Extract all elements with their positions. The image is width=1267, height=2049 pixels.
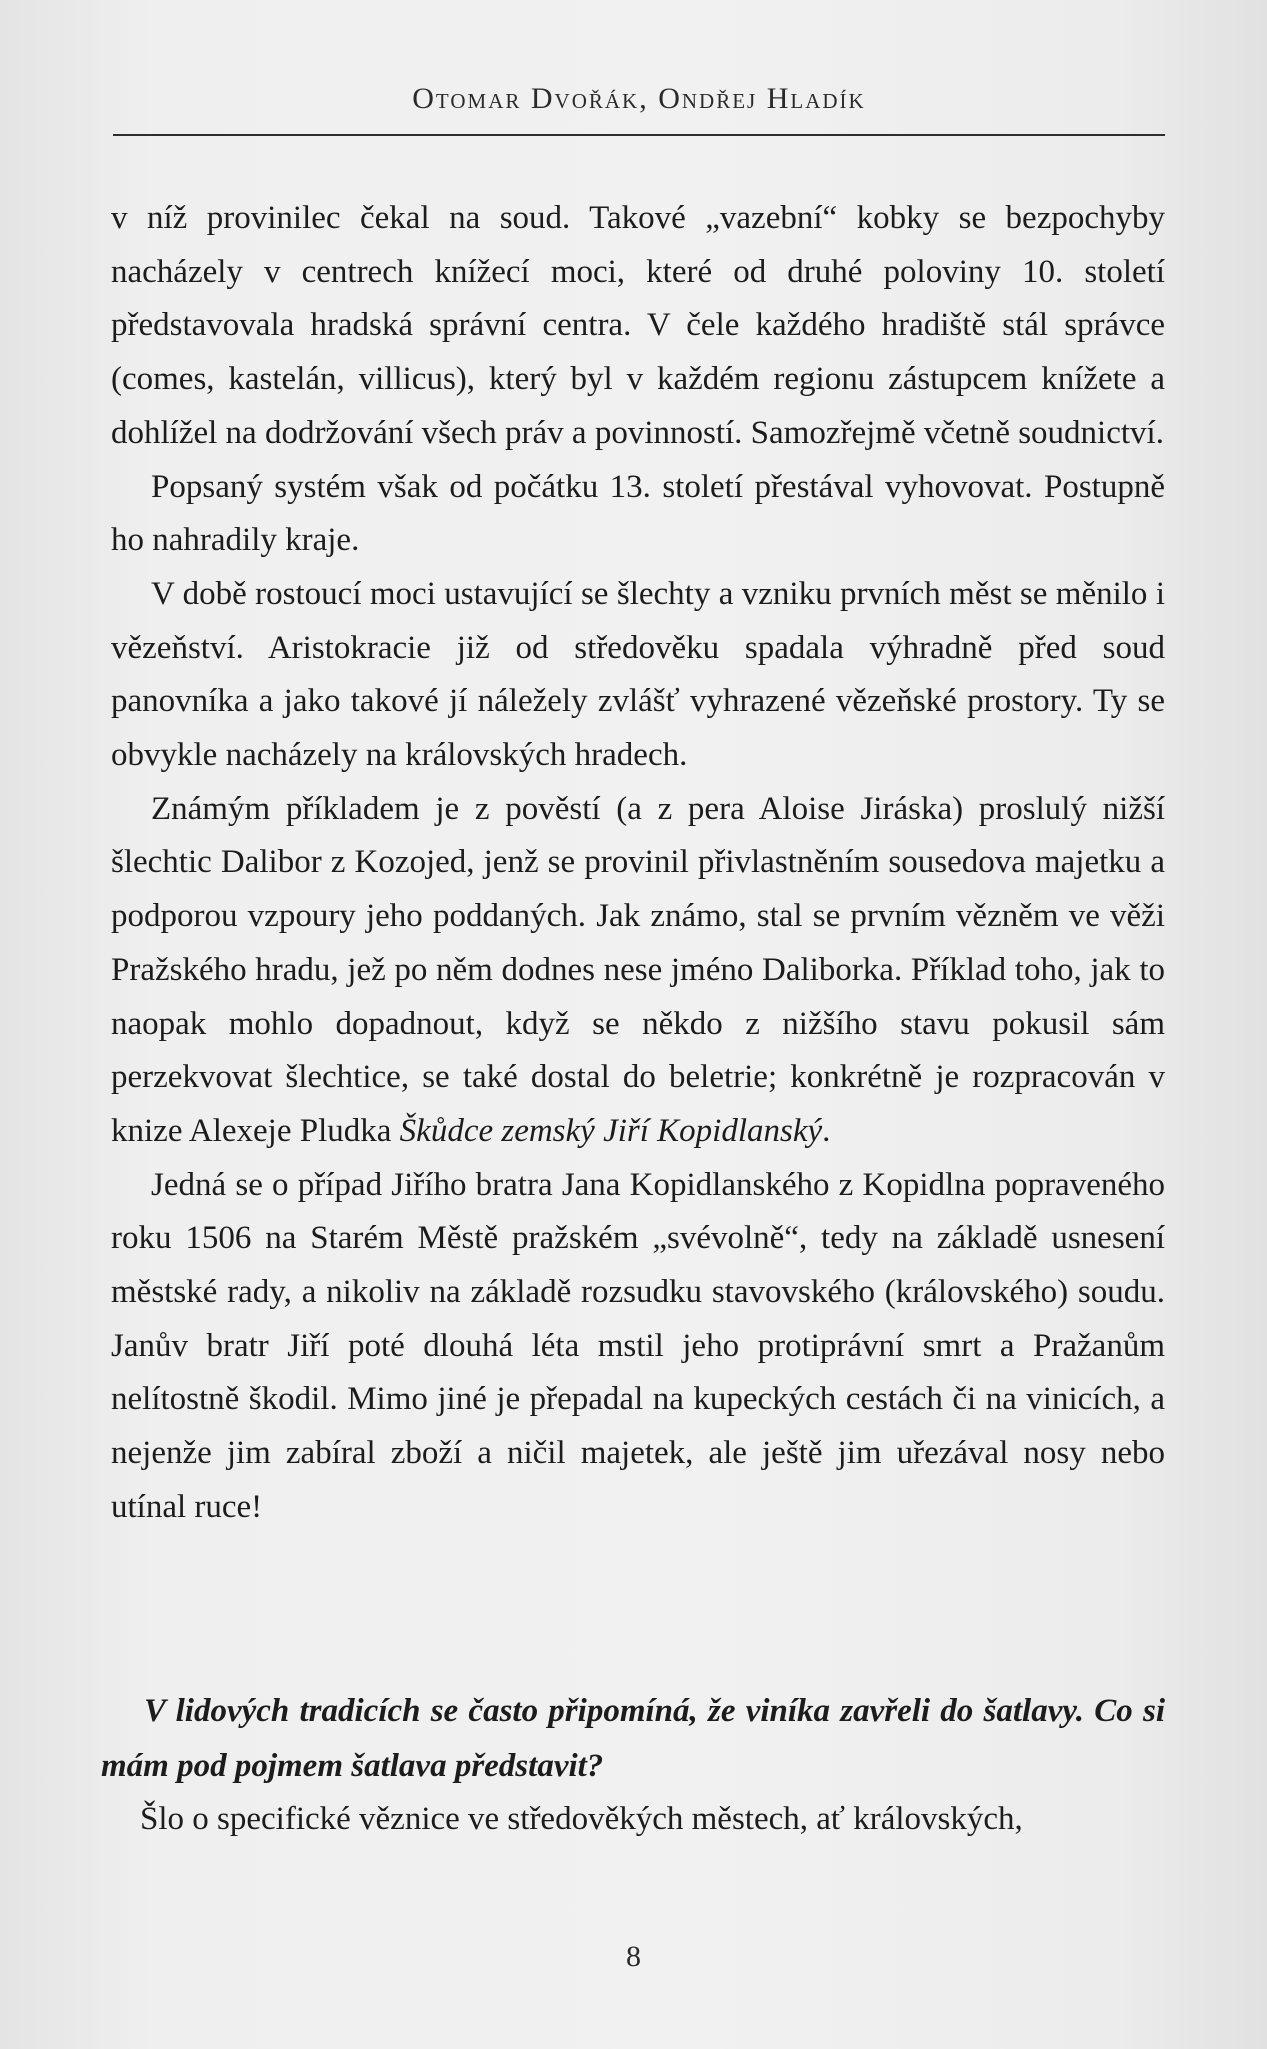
paragraph-4-end: . — [822, 1112, 831, 1149]
book-title: Škůdce zemský Jiří Kopidlanský — [399, 1112, 823, 1149]
paragraph-5: Jedná se o případ Jiřího bratra Jana Kopidlanského z Kopidlna popraveného roku 1506 na Starém Městě pražském „svévolně“, tedy na základě usnesení městské rady, a nikoliv na základě rozsudku stavovského (královského) soudu. Janův bratr Jiří poté dlouhá léta mstil jeho protiprávní smrt a Pražanům nelítostně škodil. Mimo jiné je přepadal na kupeckých cestách či na vinicích, a nejenže jim zabíral zboží a ničil majetek, ale ještě jim uřezával nosy nebo utínal ruce! — [111, 1166, 1165, 1525]
paragraph-4-text: Známým příkladem je z pověstí (a z pera Aloise Jiráska) proslulý nižší šlechtic Dalibor z Kozojed, jenž se provinil přivlastněním sousedova majetku a podporou vzpoury jeho poddaných. Jak známo, stal se prvním vězněm ve věži Pražského hradu, jež po něm dodnes nese jméno Daliborka. Příklad toho, jak to naopak mohlo dopadnout, když se někdo z nižšího stavu pokusil sám perzekvovat šlechtice, se také dostal do beletrie; konkrétně je rozpracován v knize Alexeje Pludka — [111, 790, 1165, 1149]
header-rule — [113, 134, 1165, 136]
paragraph-4 — [111, 783, 1165, 1159]
answer-start: Šlo o specifické věznice ve středověkých městech, ať královských, — [140, 1801, 1023, 1837]
body-text — [111, 192, 1165, 1535]
running-head: Otomar Dvořák, Ondřej Hladík — [412, 82, 866, 115]
page-number: 8 — [626, 1940, 641, 1973]
paragraph-3: V době rostoucí moci ustavující se šlechty a vzniku prvních měst se měnilo i vězeňství. Aristokracie již od středověku spadala výhradně před soud panovníka a jako takové jí náležely zvlášť vyhrazené vězeňské prostory. Ty se obvykle nacházely na královských hradech. — [111, 575, 1165, 774]
interview-question: V lidových tradicích se často připomíná, že viníka zavřeli do šatlavy. Co si mám pod pojmem šatlava představit? — [101, 1693, 1165, 1784]
paragraph-1: v níž provinilec čekal na soud. Takové „vazební“ kobky se bezpochyby nacházely v centrech knížecí moci, které od druhé poloviny 10. století představovala hradská správní centra. V čele každého hradiště stál správce (comes, kastelán, villicus), který byl v každém regionu zástupcem knížete a dohlížel na dodržování všech práv a povinností. Samozřejmě včetně soudnictví. — [111, 200, 1165, 451]
paragraph-2: Popsaný systém však od počátku 13. století přestával vyhovovat. Postupně ho nahradily kraje. — [111, 468, 1165, 559]
